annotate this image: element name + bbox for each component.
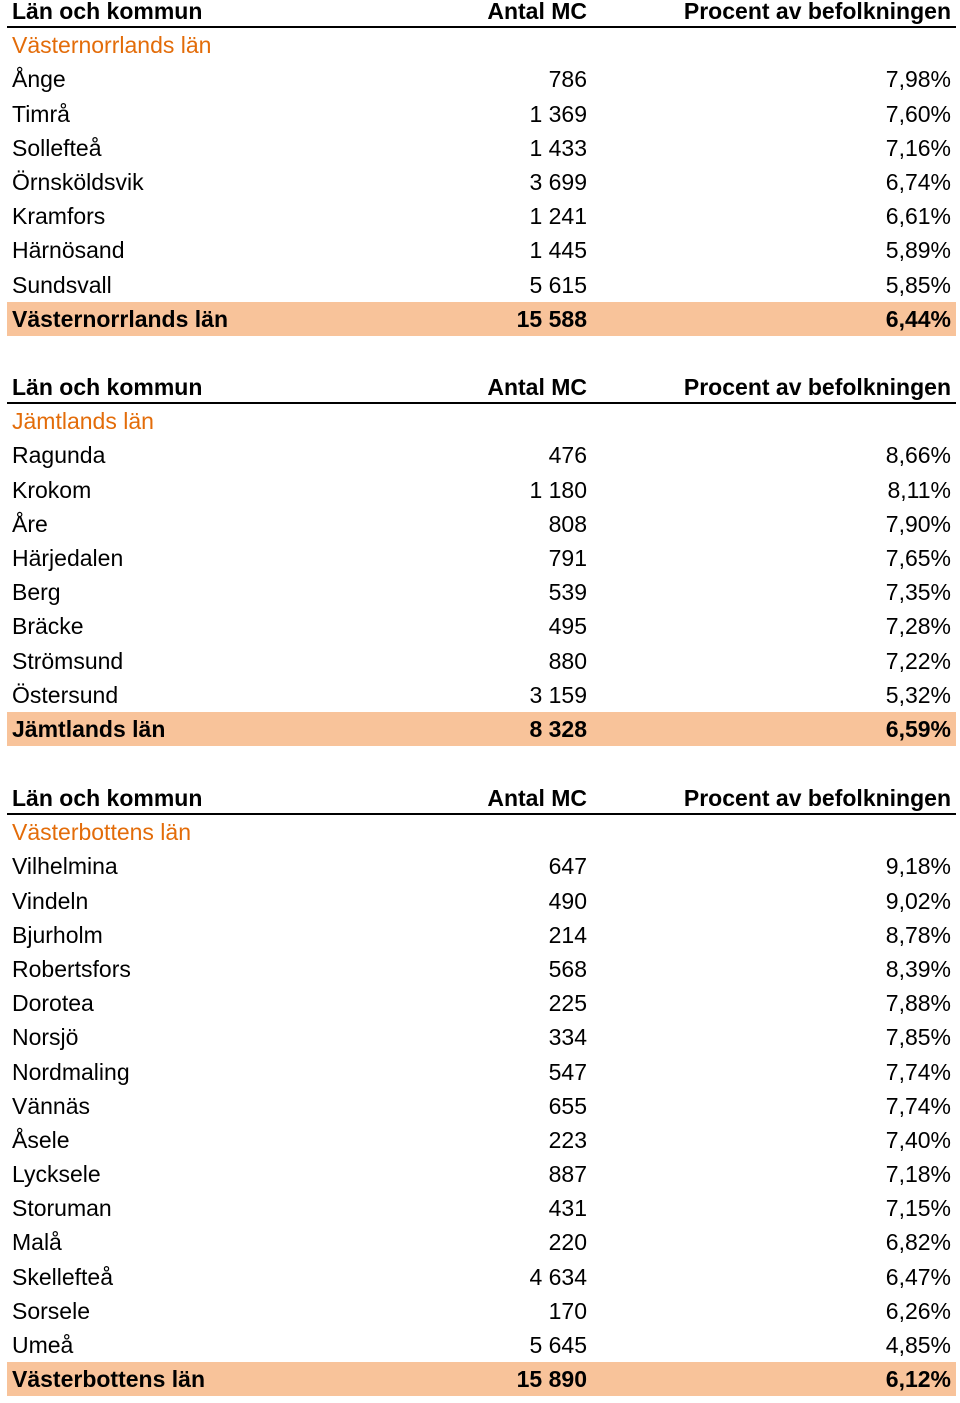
mc-count: 539: [548, 579, 587, 606]
table-row: [7, 1328, 956, 1362]
table-header: [7, 370, 956, 404]
population-percent: 7,74%: [885, 1092, 951, 1119]
mc-count: 495: [548, 613, 587, 640]
table-row: [7, 438, 956, 472]
mc-count: 170: [548, 1297, 587, 1324]
municipality-name: Krokom: [12, 476, 92, 503]
mc-count: 808: [548, 510, 587, 537]
municipality-name: Sorsele: [12, 1297, 90, 1324]
mc-count: 476: [548, 442, 587, 469]
municipality-name: Storuman: [12, 1195, 112, 1222]
total-count: 8 328: [529, 715, 587, 742]
municipality-name: Härjedalen: [12, 544, 124, 571]
table-row: [7, 268, 956, 302]
header-col-percent: Procent av befolkningen: [683, 785, 951, 811]
population-percent: 7,18%: [885, 1161, 951, 1188]
mc-count: 1 445: [529, 237, 587, 264]
county-total-row: [7, 712, 956, 746]
county-total-row: [7, 1362, 956, 1396]
population-percent: 8,78%: [885, 921, 951, 948]
mc-count: 786: [548, 66, 587, 93]
mc-count: 220: [548, 1229, 587, 1256]
table-row: [7, 952, 956, 986]
population-percent: 7,85%: [885, 1024, 951, 1051]
municipality-name: Örnsköldsvik: [12, 168, 144, 195]
header-col-count: Antal MC: [487, 374, 587, 400]
municipality-name: Timrå: [12, 100, 70, 127]
municipality-name: Härnösand: [12, 237, 125, 264]
header-col-count: Antal MC: [487, 0, 587, 24]
table-row: [7, 644, 956, 678]
total-count: 15 890: [516, 1366, 587, 1393]
mc-count: 490: [548, 887, 587, 914]
header-col-name: Län och kommun: [12, 0, 203, 24]
municipality-name: Lycksele: [12, 1161, 101, 1188]
table-row: [7, 678, 956, 712]
header-col-count: Antal MC: [487, 785, 587, 811]
population-percent: 8,39%: [885, 955, 951, 982]
municipality-name: Ånge: [12, 66, 66, 93]
mc-count: 225: [548, 990, 587, 1017]
table-row: [7, 986, 956, 1020]
total-percent: 6,44%: [885, 305, 951, 332]
population-percent: 6,47%: [885, 1263, 951, 1290]
population-percent: 7,90%: [885, 510, 951, 537]
municipality-name: Skellefteå: [12, 1263, 114, 1290]
county-title: [7, 815, 956, 849]
mc-count: 5 645: [529, 1332, 587, 1358]
municipality-name: Vindeln: [12, 887, 89, 914]
table-row: [7, 884, 956, 918]
table-row: [7, 1191, 956, 1225]
population-percent: 5,89%: [885, 237, 951, 264]
municipality-name: Sundsvall: [12, 271, 112, 298]
mc-count: 547: [548, 1058, 587, 1085]
table-row: [7, 473, 956, 507]
mc-count: 1 241: [529, 203, 587, 230]
county-title: [7, 28, 956, 62]
population-percent: 9,18%: [885, 853, 951, 880]
population-percent: 6,61%: [885, 203, 951, 230]
population-percent: 6,82%: [885, 1229, 951, 1256]
county-total-row: [7, 302, 956, 336]
table-row: [7, 609, 956, 643]
total-name: Västerbottens län: [12, 1366, 205, 1393]
table-header: [7, 781, 956, 815]
population-percent: 7,65%: [885, 544, 951, 571]
mc-count: 1 180: [529, 476, 587, 503]
mc-count: 791: [548, 544, 587, 571]
mc-count: 334: [548, 1024, 587, 1051]
table-row: [7, 97, 956, 131]
table-header: [7, 0, 956, 28]
population-percent: 7,74%: [885, 1058, 951, 1085]
mc-count: 568: [548, 955, 587, 982]
table-row: [7, 918, 956, 952]
table-row: [7, 1294, 956, 1328]
municipality-name: Malå: [12, 1229, 62, 1256]
total-name: Västernorrlands län: [12, 305, 229, 332]
municipality-name: Robertsfors: [12, 955, 131, 982]
municipality-name: Nordmaling: [12, 1058, 130, 1085]
section-vasterbotten: [7, 781, 956, 1396]
population-percent: 7,35%: [885, 579, 951, 606]
table-row: [7, 199, 956, 233]
table-row: [7, 1225, 956, 1259]
table-row: [7, 541, 956, 575]
municipality-name: Vilhelmina: [12, 853, 118, 880]
table-row: [7, 131, 956, 165]
municipality-name: Berg: [12, 579, 61, 606]
section-vasternorrland: [7, 0, 956, 336]
table-row: [7, 1123, 956, 1157]
table-row: [7, 233, 956, 267]
table-row: [7, 575, 956, 609]
population-percent: 4,85%: [885, 1332, 951, 1358]
mc-count: 3 699: [529, 168, 587, 195]
total-count: 15 588: [516, 305, 587, 332]
mc-count: 5 615: [529, 271, 587, 298]
municipality-name: Åsele: [12, 1126, 70, 1153]
mc-count: 655: [548, 1092, 587, 1119]
mc-count: 3 159: [529, 681, 587, 708]
municipality-name: Sollefteå: [12, 134, 102, 161]
population-percent: 7,16%: [885, 134, 951, 161]
population-percent: 5,32%: [885, 681, 951, 708]
municipality-name: Åre: [12, 510, 48, 537]
municipality-name: Norsjö: [12, 1024, 79, 1051]
total-percent: 6,12%: [885, 1366, 951, 1393]
population-percent: 8,11%: [887, 476, 951, 503]
population-percent: 7,22%: [885, 647, 951, 674]
population-percent: 7,60%: [885, 100, 951, 127]
population-percent: 7,40%: [885, 1126, 951, 1153]
total-name: Jämtlands län: [12, 715, 166, 742]
population-percent: 6,74%: [885, 168, 951, 195]
population-percent: 7,98%: [885, 66, 951, 93]
mc-count: 223: [548, 1126, 587, 1153]
table-row: [7, 849, 956, 883]
county-title: [7, 404, 956, 438]
population-percent: 9,02%: [885, 887, 951, 914]
table-row: [7, 1089, 956, 1123]
mc-count: 214: [548, 921, 587, 948]
header-col-percent: Procent av befolkningen: [683, 374, 951, 400]
mc-count: 1 433: [529, 134, 587, 161]
population-percent: 6,26%: [885, 1297, 951, 1324]
mc-count: 647: [548, 853, 587, 880]
municipality-name: Bräcke: [12, 613, 84, 640]
county-name: Västernorrlands län: [12, 32, 212, 59]
municipality-name: Dorotea: [12, 990, 94, 1017]
population-percent: 7,28%: [885, 613, 951, 640]
municipality-name: Ragunda: [12, 442, 106, 469]
header-col-percent: Procent av befolkningen: [683, 0, 951, 24]
total-percent: 6,59%: [885, 715, 951, 742]
header-col-name: Län och kommun: [12, 785, 203, 811]
table-row: [7, 1260, 956, 1294]
mc-count: 887: [548, 1161, 587, 1188]
municipality-name: Vännäs: [12, 1092, 91, 1119]
county-name: Jämtlands län: [12, 408, 154, 435]
municipality-name: Umeå: [12, 1332, 74, 1358]
county-name: Västerbottens län: [12, 819, 192, 846]
mc-count: 880: [548, 647, 587, 674]
header-col-name: Län och kommun: [12, 374, 203, 400]
mc-count: 431: [548, 1195, 587, 1222]
municipality-name: Östersund: [12, 681, 119, 708]
municipality-name: Bjurholm: [12, 921, 103, 948]
table-row: [7, 1157, 956, 1191]
section-jamtland: [7, 370, 956, 746]
population-percent: 7,88%: [885, 990, 951, 1017]
mc-count: 1 369: [529, 100, 587, 127]
mc-count: 4 634: [529, 1263, 587, 1290]
municipality-name: Kramfors: [12, 203, 106, 230]
table-row: [7, 165, 956, 199]
table-row: [7, 1055, 956, 1089]
table-row: [7, 62, 956, 96]
population-percent: 5,85%: [885, 271, 951, 298]
table-row: [7, 507, 956, 541]
population-percent: 7,15%: [885, 1195, 951, 1222]
table-row: [7, 1020, 956, 1054]
population-percent: 8,66%: [885, 442, 951, 469]
municipality-name: Strömsund: [12, 647, 124, 674]
